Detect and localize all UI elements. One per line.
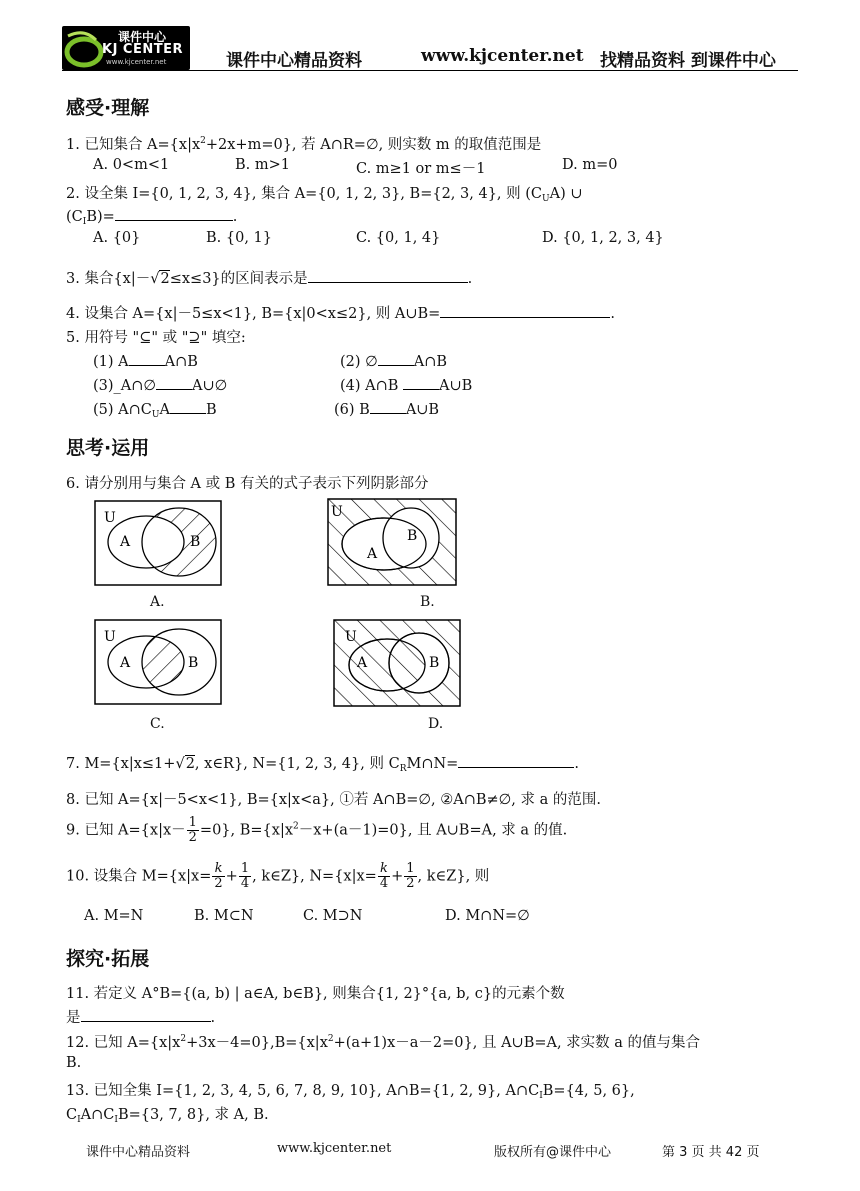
q1-option-b: B. m>1 bbox=[235, 157, 290, 173]
q2-option-c: C. {0, 1, 4} bbox=[356, 230, 441, 246]
logo-text: 课件中心 bbox=[118, 30, 167, 44]
answer-blank[interactable] bbox=[370, 399, 406, 414]
question-1: 1. 已知集合 $A=\{x|x^2+2x+m=0\}$, 若 A∩R=∅, 则实数 m 的取值范围是 bbox=[66, 136, 542, 153]
question-10: 10. 设集合 M={x|x= $\frac{k}{2}$ + $\frac{1}{4}$ , k∈Z}, N={x|x= $\frac{k}{4}$ + $\frac{1}{2}$ , k∈Z}, 则 bbox=[66, 861, 490, 891]
answer-blank[interactable] bbox=[170, 399, 206, 414]
venn-caption-b: B. bbox=[420, 594, 435, 610]
q5-item-5: (5) $A\cap C_UA$ B bbox=[93, 399, 217, 420]
q5-item-2: (2) ∅ A∩B bbox=[340, 351, 447, 370]
header-left: 课件中心精品资料 bbox=[226, 51, 362, 71]
answer-blank[interactable] bbox=[403, 375, 439, 390]
svg-text:U: U bbox=[104, 629, 116, 645]
svg-text:U: U bbox=[345, 629, 357, 645]
question-6: 6. 请分别用与集合 A 或 B 有关的式子表示下列阴影部分 bbox=[66, 476, 429, 492]
svg-text:A: A bbox=[367, 546, 378, 562]
venn-diagram-a bbox=[94, 500, 222, 586]
q5-item-4: (4) A∩B A∪B bbox=[340, 375, 472, 394]
section-title-2: 思考·运用 bbox=[66, 437, 150, 459]
question-12-line-2: B. bbox=[66, 1055, 82, 1071]
q2-option-a: A. {0} bbox=[93, 230, 141, 246]
q2-option-d: D. {0, 1, 2, 3, 4} bbox=[542, 230, 664, 246]
site-logo bbox=[62, 26, 190, 70]
question-2-line-1: 2. 设全集 I={0, 1, 2, 3, 4}, 集合 A={0, 1, 2, 3}, B={2, 3, 4}, 则 $(C_UA)$ ∪ bbox=[66, 186, 583, 204]
q5-item-3: (3)_A∩∅ A∪∅ bbox=[93, 375, 227, 394]
q10-option-d: D. M∩N=∅ bbox=[445, 908, 530, 924]
logo-url: www.kjcenter.net bbox=[106, 58, 167, 66]
q1-option-c: C. m≥1 or m≤－1 bbox=[356, 161, 486, 177]
question-2-line-2: $(C_IB)=$ . bbox=[66, 206, 237, 227]
venn-label-b: B bbox=[190, 534, 201, 550]
svg-text:B: B bbox=[407, 528, 418, 544]
header-middle: www.kjcenter.net bbox=[421, 46, 584, 66]
section-title-1: 感受·理解 bbox=[66, 97, 150, 119]
q10-option-b: B. M⊂N bbox=[194, 908, 254, 924]
answer-blank[interactable] bbox=[81, 1007, 211, 1022]
answer-blank[interactable] bbox=[115, 206, 233, 221]
venn-caption-a: A. bbox=[150, 594, 165, 610]
q10-option-c: C. M⊃N bbox=[303, 908, 363, 924]
svg-text:U: U bbox=[331, 504, 343, 520]
venn-label-u: U bbox=[104, 510, 116, 526]
sqrt-icon: √ bbox=[175, 756, 185, 772]
venn-caption-d: D. bbox=[428, 716, 444, 732]
svg-text:B: B bbox=[429, 655, 440, 671]
svg-text:B: B bbox=[188, 655, 199, 671]
footer-right: 版权所有@课件中心 bbox=[494, 1145, 612, 1160]
question-11-line-1: 11. 若定义 A°B={(a, b) | a∈A, b∈B}, 则集合{1, 2}°{a, b, c}的元素个数 bbox=[66, 986, 565, 1002]
q5-item-1: (1) A A∩B bbox=[93, 351, 198, 370]
svg-text:A: A bbox=[120, 655, 131, 671]
question-7: 7. M={x|x≤1+√2, x∈R}, N={1, 2, 3, 4}, 则 $C_RM\cap N=$ . bbox=[66, 752, 579, 774]
q5-item-6: (6) B A∪B bbox=[334, 399, 439, 418]
question-9: 9. 已知 A={x|x－ $\frac{1}{2}$ =0}, $B=\{x|x^2-x+(a-1)=0\}$, 且 A∪B=A, 求 a 的值. bbox=[66, 815, 568, 845]
section-title-3: 探究·拓展 bbox=[66, 948, 150, 970]
question-8: 8. 已知 A={x|－5<x<1}, B={x|x<a}, ①若 A∩B=∅, ②A∩B≠∅, 求 a 的范围. bbox=[66, 792, 601, 808]
logo-sub: KJ CENTER bbox=[102, 42, 183, 57]
answer-blank[interactable] bbox=[308, 268, 468, 283]
venn-diagram-b bbox=[327, 498, 457, 586]
answer-blank[interactable] bbox=[129, 351, 165, 366]
venn-diagram-d bbox=[333, 619, 461, 707]
venn-caption-c: C. bbox=[150, 716, 165, 732]
answer-blank[interactable] bbox=[156, 375, 192, 390]
question-5-title: 5. 用符号 "⊆" 或 "⊇" 填空: bbox=[66, 330, 246, 346]
venn-diagram-c bbox=[94, 619, 222, 705]
answer-blank[interactable] bbox=[440, 303, 610, 318]
q2-option-b: B. {0, 1} bbox=[206, 230, 272, 246]
footer-page: 第 3 页 共 42 页 bbox=[662, 1145, 760, 1160]
header-rule bbox=[62, 70, 798, 71]
question-4: 4. 设集合 A={x|－5≤x<1}, B={x|0<x≤2}, 则 A∪B= . bbox=[66, 302, 615, 323]
q1-option-a: A. 0<m<1 bbox=[93, 157, 170, 173]
answer-blank[interactable] bbox=[378, 351, 414, 366]
footer-left: 课件中心精品资料 bbox=[86, 1145, 191, 1160]
q1-option-d: D. m=0 bbox=[562, 157, 618, 173]
question-3: 3. 集合{x|－√2≤x≤3}的区间表示是 . bbox=[66, 267, 472, 288]
svg-text:A: A bbox=[357, 655, 368, 671]
header-right: 找精品资料 到课件中心 bbox=[600, 51, 776, 71]
footer-middle: www.kjcenter.net bbox=[277, 1141, 392, 1156]
answer-blank[interactable] bbox=[458, 753, 574, 768]
question-13-line-1: 13. 已知全集 I={1, 2, 3, 4, 5, 6, 7, 8, 9, 10}, A∩B={1, 2, 9}, $A\cap C_IB=\{4$, 5, 6}, bbox=[66, 1083, 635, 1101]
sqrt-icon: √ bbox=[150, 271, 160, 287]
question-11-line-2: 是 . bbox=[66, 1006, 215, 1027]
fraction: $\frac{1}{2}$ bbox=[188, 815, 197, 845]
venn-label-a: A bbox=[120, 534, 131, 550]
q10-option-a: A. M=N bbox=[84, 908, 144, 924]
question-12-line-1: 12. 已知 $A=\{x|x^2+3x-4=0\},B=\{x|x^2+(a+1)x-a-2=0\}$, 且 A∪B=A, 求实数 a 的值与集合 bbox=[66, 1034, 701, 1051]
question-13-line-2: $C_IA\cap C_IB=\{3$, 7, 8}, 求 A, B. bbox=[66, 1107, 269, 1125]
